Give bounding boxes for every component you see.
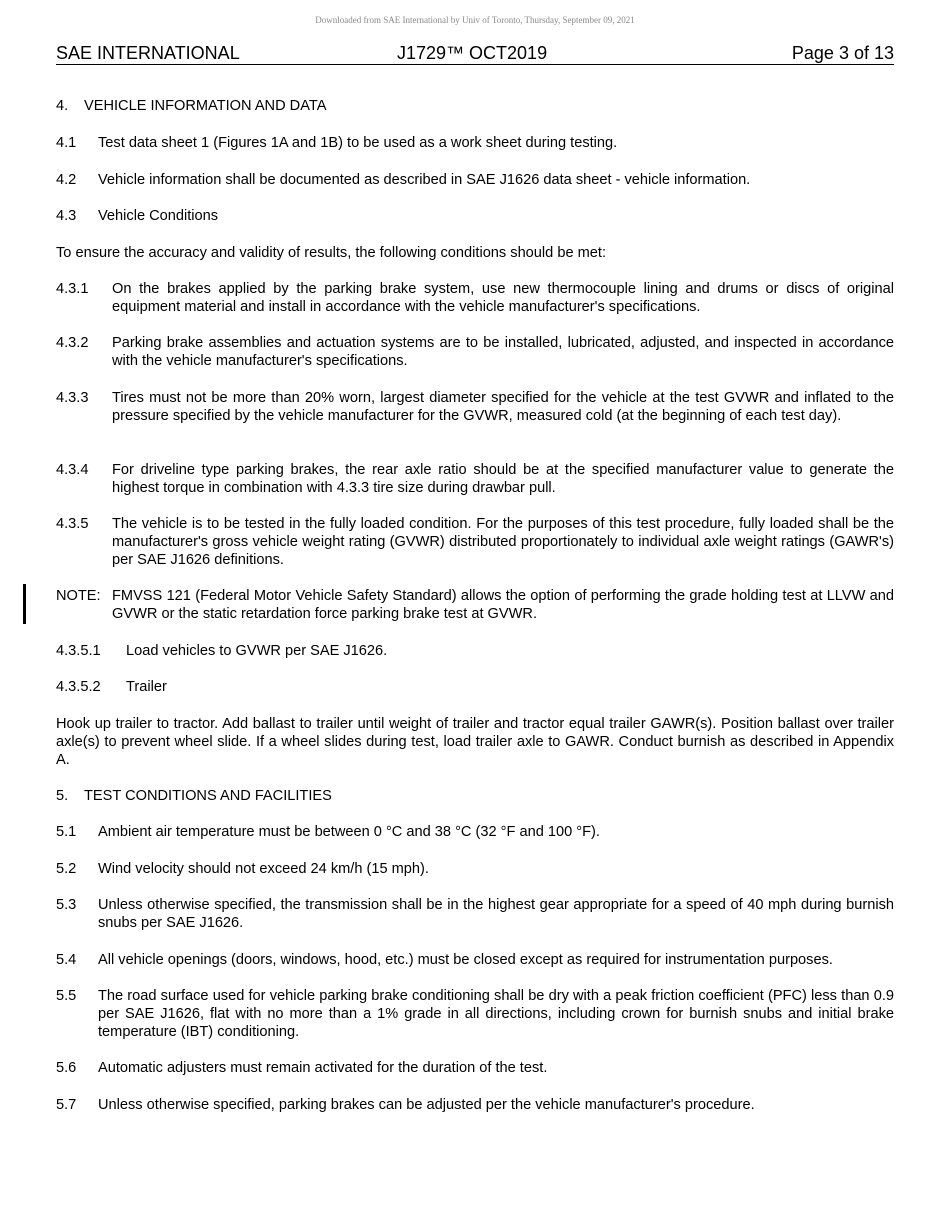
- section-5-3: [56, 896, 894, 932]
- section-5-1: [56, 823, 894, 841]
- section-4-3-5: [56, 515, 894, 569]
- section-5-4: [56, 951, 894, 969]
- section-number: 4.: [56, 98, 69, 114]
- section-text: Test data sheet 1 (Figures 1A and 1B) to be used as a work sheet during testing.: [98, 135, 618, 151]
- section-text: All vehicle openings (doors, windows, hood, etc.) must be closed except as required for instrumentation purposes.: [98, 952, 833, 968]
- section-text: The vehicle is to be tested in the fully loaded condition. For the purposes of this test procedure, fully loaded shall be the manufacturer's gross vehicle weight rating (GVWR) distributed proportionately to individual axle weight ratings (GAWR's) per SAE J1626 definitions.: [112, 516, 894, 568]
- section-text: Unless otherwise specified, parking brakes can be adjusted per the vehicle manufacturer's procedure.: [98, 1097, 755, 1113]
- section-text: Vehicle information shall be documented as described in SAE J1626 data sheet - vehicle information.: [98, 172, 751, 188]
- header-org: SAE INTERNATIONAL: [56, 43, 240, 63]
- page-header: [56, 43, 894, 65]
- section-number: 5.4: [56, 952, 77, 968]
- section-5-7: [56, 1096, 894, 1114]
- section-text: Parking brake assemblies and actuation systems are to be installed, lubricated, adjusted, and inspected in accordance with the vehicle manufacturer's specifications.: [112, 335, 894, 369]
- section-5-6: [56, 1059, 894, 1077]
- section-4-3-3: [56, 389, 894, 425]
- section-text: For driveline type parking brakes, the rear axle ratio should be at the specified manufacturer value to generate the highest torque in combination with 4.3.3 tire size during drawbar pull.: [112, 462, 894, 496]
- section-number: 5.1: [56, 824, 77, 840]
- section-number: 4.3.2: [56, 335, 89, 351]
- trailer-paragraph: [56, 715, 894, 769]
- section-number: 4.3.3: [56, 390, 89, 406]
- section-4-3-1: [56, 280, 894, 316]
- header-doc-id: J1729™ OCT2019: [397, 43, 548, 63]
- section-text: Ambient air temperature must be between 0 °C and 38 °C (32 °F and 100 °F).: [98, 824, 600, 840]
- section-4-3-4: [56, 461, 894, 497]
- section-title: TEST CONDITIONS AND FACILITIES: [84, 788, 332, 804]
- conditions-intro: [56, 244, 894, 262]
- section-4-1: [56, 134, 894, 152]
- section-5-heading: [56, 787, 894, 805]
- section-number: 4.3: [56, 208, 77, 224]
- section-title: Vehicle Conditions: [98, 208, 219, 224]
- section-number: 5.3: [56, 897, 77, 913]
- section-4-3-5-2: [56, 678, 894, 696]
- section-text: Tires must not be more than 20% worn, largest diameter specified for the vehicle at the test GVWR and inflated to the pressure specified by the vehicle manufacturer for the GVWR, measured cold (at the beginning of each test day).: [112, 390, 894, 424]
- section-number: 4.3.4: [56, 462, 89, 478]
- section-number: 4.1: [56, 135, 77, 151]
- section-number: 5.2: [56, 861, 77, 877]
- paragraph-text: To ensure the accuracy and validity of results, the following conditions should be met:: [56, 245, 607, 261]
- note-text: FMVSS 121 (Federal Motor Vehicle Safety Standard) allows the option of performing the grade holding test at LLVW and GVWR or the static retardation force parking brake test at GVWR.: [112, 588, 894, 622]
- section-title: VEHICLE INFORMATION AND DATA: [84, 98, 327, 114]
- section-number: 5.: [56, 788, 69, 804]
- section-number: 4.3.1: [56, 281, 89, 297]
- section-5-5: [56, 987, 894, 1041]
- section-text: The road surface used for vehicle parking brake conditioning shall be dry with a peak friction coefficient (PFC) less than 0.9 per SAE J1626, flat with no more than a 1% grade in all directions, including crown for burnish snubs and initial brake temperature (IBT) conditioning.: [98, 988, 894, 1040]
- section-number: 5.6: [56, 1060, 77, 1076]
- section-number: 5.5: [56, 988, 77, 1004]
- section-4-3-heading: [56, 207, 894, 225]
- section-text: Unless otherwise specified, the transmission shall be in the highest gear appropriate for a speed of 40 mph during burnish snubs per SAE J1626.: [98, 897, 894, 931]
- section-4-heading: [56, 97, 894, 115]
- section-5-2: [56, 860, 894, 878]
- section-number: 4.3.5.2: [56, 679, 101, 695]
- paragraph-text: Hook up trailer to tractor. Add ballast to trailer until weight of trailer and tractor equal trailer GAWR(s). Position ballast over trailer axle(s) to prevent wheel slide. If a wheel slides during test, load trailer axle to GAWR. Conduct burnish as described in Appendix A.: [56, 716, 894, 768]
- section-text: On the brakes applied by the parking brake system, use new thermocouple lining and drums or discs of original equipment material and install in accordance with the vehicle manufacturer's specifications.: [112, 281, 894, 315]
- section-title: Trailer: [126, 679, 167, 695]
- section-4-3-5-1: [56, 642, 894, 660]
- section-text: Wind velocity should not exceed 24 km/h (15 mph).: [98, 861, 429, 877]
- revision-change-bar: [23, 584, 26, 624]
- section-number: 4.2: [56, 172, 77, 188]
- header-page-number: Page 3 of 13: [791, 43, 894, 63]
- download-watermark: Downloaded from SAE International by Univ of Toronto, Thursday, September 09, 2021: [315, 15, 635, 25]
- section-number: 4.3.5.1: [56, 643, 101, 659]
- section-number: 5.7: [56, 1097, 77, 1113]
- section-4-3-2: [56, 334, 894, 370]
- note: [56, 587, 894, 623]
- note-label: NOTE:: [56, 588, 101, 604]
- section-text: Load vehicles to GVWR per SAE J1626.: [126, 643, 388, 659]
- section-text: Automatic adjusters must remain activated for the duration of the test.: [98, 1060, 548, 1076]
- section-4-2: [56, 171, 894, 189]
- section-number: 4.3.5: [56, 516, 89, 532]
